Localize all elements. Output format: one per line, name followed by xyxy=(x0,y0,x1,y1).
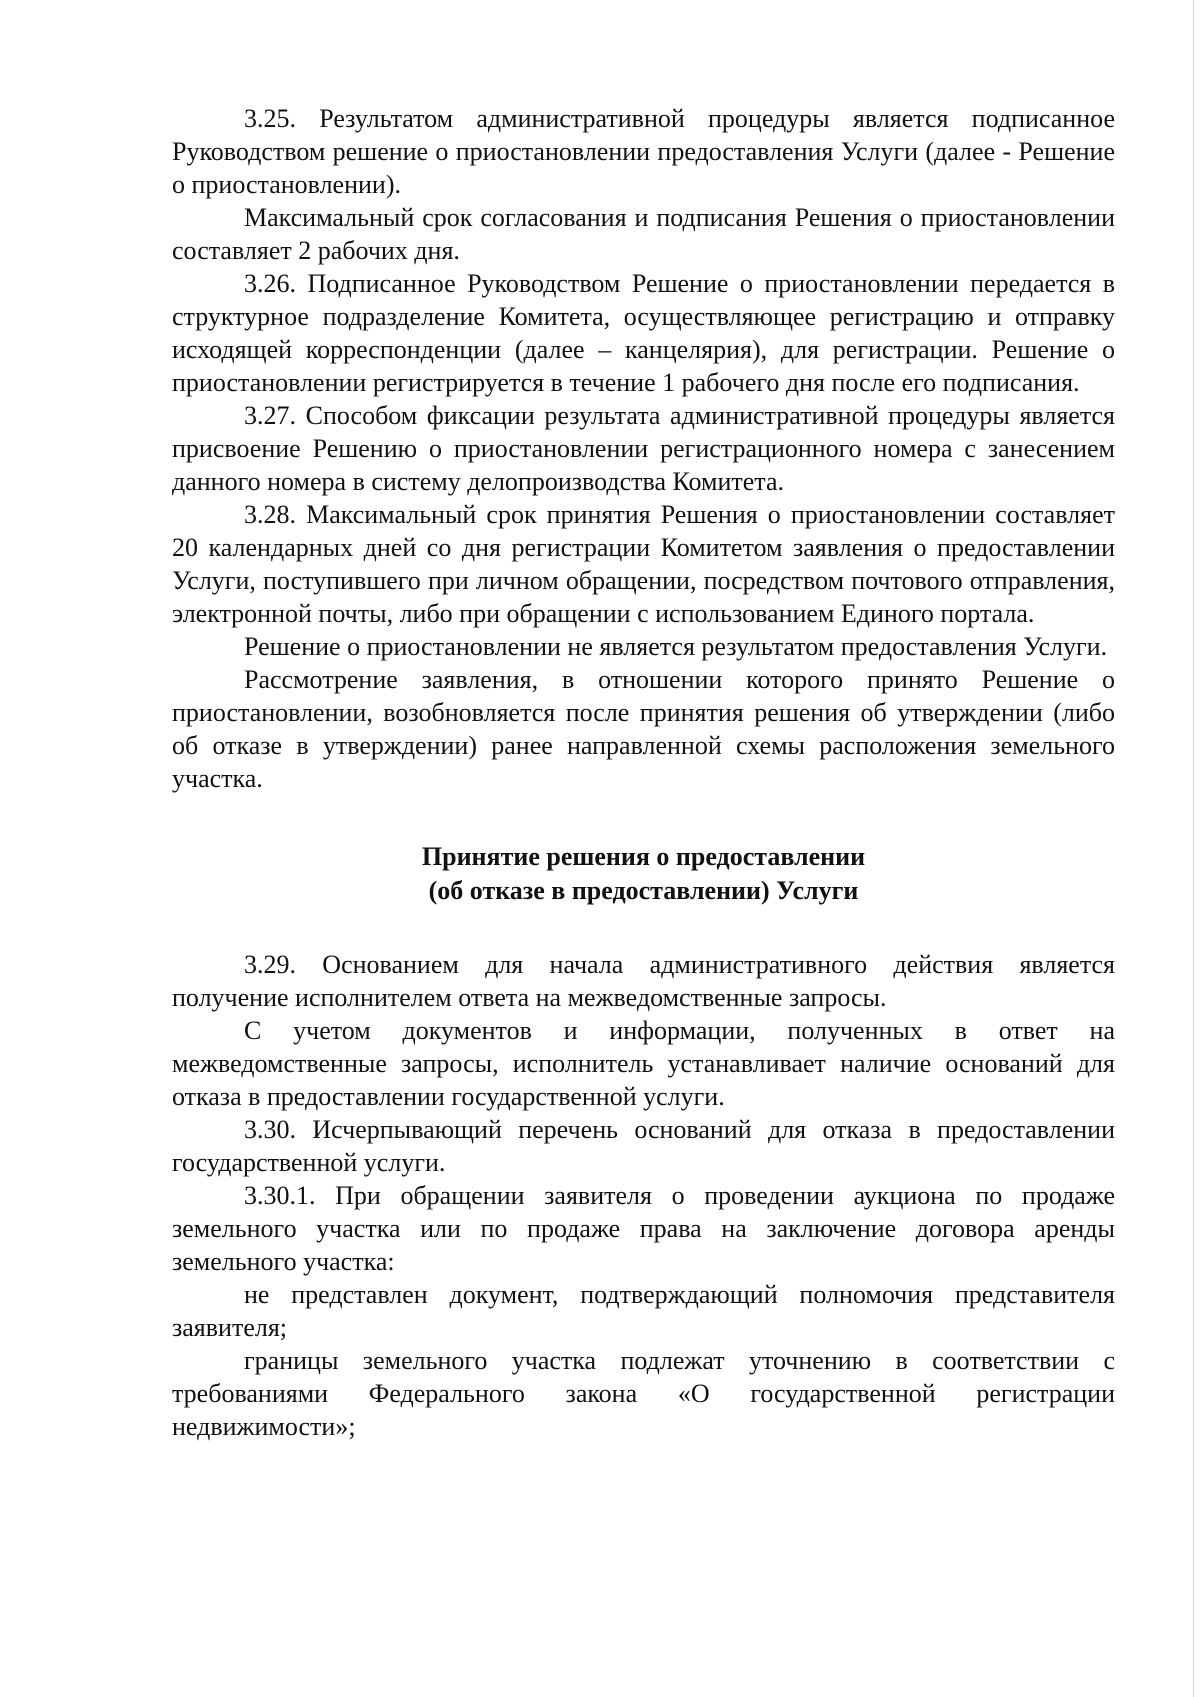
document-page xyxy=(172,102,1115,1443)
paragraph-3-30: 3.30. Исчерпывающий перечень оснований для отказа в предоставлении государственной услуги. xyxy=(172,1115,1115,1177)
paragraph-3-30-1: 3.30.1. При обращении заявителя о проведении аукциона по продаже земельного участка или по продаже права на заключение договора аренды земельного участка: xyxy=(172,1181,1115,1276)
section-heading-line-2: (об отказе в предоставлении) Услуги xyxy=(428,876,859,905)
list-item-boundaries-clarification: границы земельного участка подлежат уточнению в соответствии с требованиями Федерального закона «О государственной регистрации недвижимости»; xyxy=(172,1346,1115,1441)
paragraph-max-term-signing: Максимальный срок согласования и подписания Решения о приостановлении составляет 2 рабочих дня. xyxy=(172,203,1115,265)
paragraph-3-26: 3.26. Подписанное Руководством Решение о приостановлении передается в структурное подразделение Комитета, осуществляющее регистрацию и отправку исходящей корреспонденции (далее – канцелярия), для регистрации. Решение о приостановлении регистрируется в течение 1 рабочего дня после его подписания. xyxy=(172,269,1115,397)
section-heading xyxy=(172,840,1115,908)
paragraph-grounds-check: С учетом документов и информации, полученных в ответ на межведомственные запросы, исполнитель устанавливает наличие оснований для отказа в предоставлении государственной услуги. xyxy=(172,1016,1115,1111)
paragraph-3-27: 3.27. Способом фиксации результата административной процедуры является присвоение Решению о приостановлении регистрационного номера с занесением данного номера в систему делопроизводства Комитета. xyxy=(172,401,1115,496)
paragraph-not-result: Решение о приостановлении не является результатом предоставления Услуги. xyxy=(244,632,1108,661)
paragraph-3-29: 3.29. Основанием для начала административного действия является получение исполнителем ответа на межведомственные запросы. xyxy=(172,950,1115,1012)
paragraph-3-25: 3.25. Результатом административной процедуры является подписанное Руководством решение о приостановлении предоставления Услуги (далее - Решение о приостановлении). xyxy=(172,104,1115,199)
paragraph-3-28: 3.28. Максимальный срок принятия Решения о приостановлении составляет 20 календарных дней со дня регистрации Комитетом заявления о предоставлении Услуги, поступившего при личном обращении, посредством почтового отправления, электронной почты, либо при обращении с использованием Единого портала. xyxy=(172,500,1115,628)
page-edge-line xyxy=(1193,0,1194,1697)
list-item-no-authority-document: не представлен документ, подтверждающий полномочия представителя заявителя; xyxy=(172,1280,1115,1342)
paragraph-resumption: Рассмотрение заявления, в отношении которого принято Решение о приостановлении, возобновляется после принятия решения об утверждении (либо об отказе в утверждении) ранее направленной схемы расположения земельного участка. xyxy=(172,665,1115,793)
section-heading-line-1: Принятие решения о предоставлении xyxy=(421,842,866,871)
